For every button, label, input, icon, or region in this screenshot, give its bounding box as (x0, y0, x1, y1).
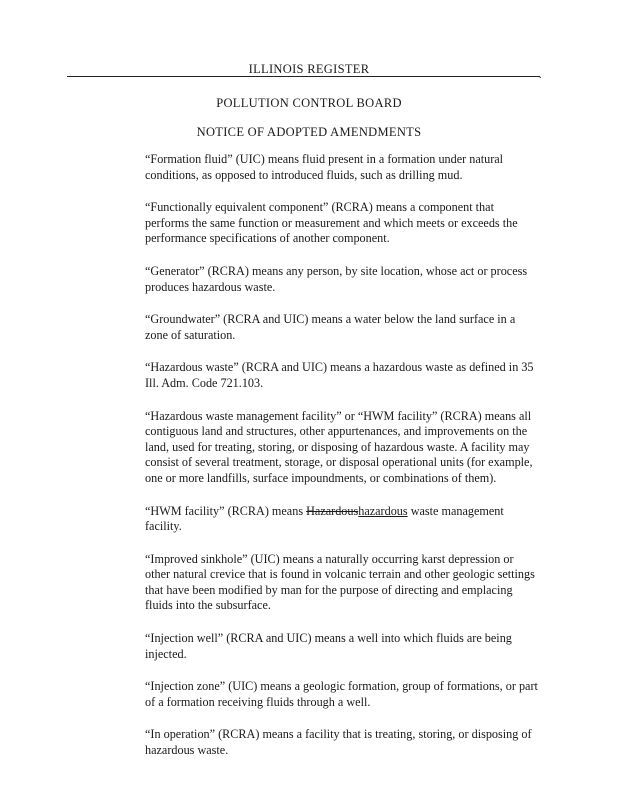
definition-formation-fluid: “Formation fluid” (UIC) means fluid present in a formation under natural conditions, as opposed to introduced fluids, such as drilling mud. (145, 152, 504, 182)
definition-injection-zone: “Injection zone” (UIC) means a geologic formation, group of formations, or part of a formation receiving fluids through a well. (145, 679, 538, 709)
definition-hwm-facility (145, 504, 540, 535)
notice-title: NOTICE OF ADOPTED AMENDMENTS (196, 125, 422, 139)
board-title: POLLUTION CONTROL BOARD (216, 96, 402, 110)
definition-hwm-prefix: “HWM facility” (RCRA) means (145, 503, 307, 518)
definition-improved-sinkhole: “Improved sinkhole” (UIC) means a naturally occurring karst depression or other natural crevice that is found in volcanic terrain and other geologic settings that have been modified by man for the purpose of directing and emplacing fluids into the subsurface. (145, 551, 535, 613)
definition-hwm-suffix: waste management facility. (145, 503, 504, 534)
definitions-list (145, 152, 540, 776)
register-title (0, 62, 618, 76)
inserted-text: hazardous (358, 503, 408, 518)
deleted-text: Hazardous (306, 503, 359, 518)
definition-in-operation: “In operation” (RCRA) means a facility that is treating, storing, or disposing of hazardous waste. (145, 727, 532, 758)
definition-functionally-equivalent-component: “Functionally equivalent component” (RCRA) means a component that performs the same function or measurement and which meets or exceeds the performance specifications of another component. (145, 200, 518, 246)
definition-injection-well: “Injection well” (RCRA and UIC) means a well into which fluids are being injected. (145, 631, 512, 661)
definition-groundwater: “Groundwater” (RCRA and UIC) means a water below the land surface in a zone of saturation. (145, 312, 516, 342)
definition-hazardous-waste-management-facility: “Hazardous waste management facility” or “HWM facility” (RCRA) means all contiguous land and structures, other appurtenances, and improvements on the land, used for treating, storing, or disposing of hazardous waste. A facility may consist of several treatment, storage, or disposal operational units (for example, one or more landfills, surface impoundments, or combinations of them). (145, 408, 533, 485)
definition-generator: “Generator” (RCRA) means any person, by site location, whose act or process produces hazardous waste. (145, 263, 528, 294)
definition-hazardous-waste: “Hazardous waste” (RCRA and UIC) means a hazardous waste as defined in 35 Ill. Adm. Code 721.103. (145, 360, 534, 390)
header-dot: . (539, 70, 542, 81)
register-title-text: ILLINOIS REGISTER (245, 62, 374, 76)
